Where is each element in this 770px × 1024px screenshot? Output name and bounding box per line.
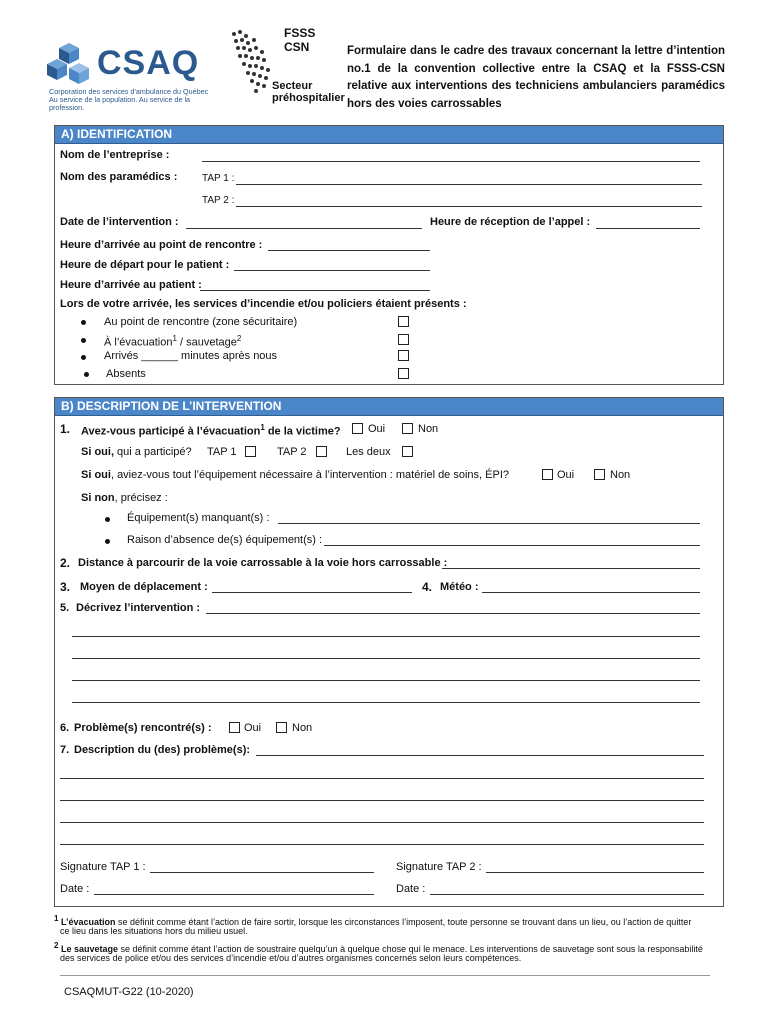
q1-equip-text: , aviez-vous tout l’équipement nécessaire à l’intervention : matériel de soins, ÉPI?	[110, 469, 509, 481]
sector-caption	[272, 80, 345, 104]
q1-who-question	[81, 446, 192, 458]
q1-equip-oui-checkbox[interactable]	[542, 469, 553, 480]
tap1-field[interactable]	[236, 184, 702, 185]
footnote-2-text: se définit comme étant l’action de soustraire quelqu’un à quelque chose qui le menace. Les interventions de sauvetage sont sous la responsabilité	[118, 944, 703, 954]
logo-wordmark: CSAQ	[97, 44, 200, 82]
tap2-field[interactable]	[236, 206, 702, 207]
q5-line[interactable]	[72, 636, 700, 637]
q1-text-end: de la victime?	[264, 425, 341, 438]
q1-if-no	[81, 492, 168, 504]
bullet-icon	[84, 372, 89, 377]
company-field[interactable]	[202, 161, 700, 162]
tap2-label: TAP 2 :	[202, 195, 235, 206]
q1-equip-non-label: Non	[610, 469, 631, 481]
footnote-2-marker: 2	[54, 941, 59, 950]
footnote-1-term: L’évacuation	[60, 917, 116, 927]
sector-caption-2: préhospitalier	[272, 92, 345, 104]
option-absent: Absents	[106, 368, 146, 380]
q4-number: 4.	[422, 580, 433, 594]
option-evacuation	[104, 334, 241, 349]
signature-tap2-label: Signature TAP 2 :	[396, 861, 482, 873]
date-tap1-label: Date :	[60, 883, 90, 895]
date-tap2-label: Date :	[396, 883, 426, 895]
footnote-ref-2: 2	[236, 334, 242, 343]
q3-question: Moyen de déplacement :	[80, 581, 208, 593]
q7-line[interactable]	[60, 822, 704, 823]
option-evacuation-text: À l’évacuation	[104, 336, 173, 349]
date-field[interactable]	[186, 228, 422, 229]
q3-field[interactable]	[212, 592, 412, 593]
checkbox-absent[interactable]	[398, 368, 409, 379]
q1-equip-oui-label: Oui	[557, 469, 575, 481]
sector-caption-1: Secteur	[272, 80, 313, 92]
q1-oui-checkbox[interactable]	[352, 423, 363, 434]
footnote-ref-1: 1	[260, 423, 265, 432]
checkbox-arrived-after[interactable]	[398, 350, 409, 361]
q5-number: 5.	[60, 602, 70, 614]
q1-tap1-checkbox[interactable]	[245, 446, 256, 457]
missing-equipment-label: Équipement(s) manquant(s) :	[127, 512, 270, 524]
q1-tap2-label: TAP 2	[277, 446, 307, 458]
bullet-icon	[81, 338, 86, 343]
paramedics-label: Nom des paramédics :	[60, 171, 178, 183]
q1-text: Avez-vous participé à l’évacuation	[81, 425, 261, 438]
equipment-reason-label: Raison d’absence de(s) équipement(s) :	[127, 534, 323, 546]
q3-number: 3.	[60, 580, 71, 594]
q4-question: Météo :	[440, 581, 479, 593]
csaq-cubes-icon	[45, 42, 93, 90]
form-code: CSAQMUT-G22 (10-2020)	[64, 986, 194, 998]
q1-tap2-checkbox[interactable]	[316, 446, 327, 457]
bullet-icon	[81, 355, 86, 360]
q5-line[interactable]	[72, 658, 700, 659]
q6-oui-label: Oui	[244, 722, 262, 734]
q6-question: Problème(s) rencontré(s) :	[74, 722, 212, 734]
q4-field[interactable]	[482, 592, 700, 593]
q7-line[interactable]	[60, 844, 704, 845]
bullet-icon	[81, 320, 86, 325]
q6-non-checkbox[interactable]	[276, 722, 287, 733]
q2-question: Distance à parcourir de la voie carrossable à la voie hors carrossable :	[78, 557, 448, 569]
arrival-meet-field[interactable]	[268, 250, 430, 251]
logo-subtitle-1: Corporation des services d'ambulance du Québec	[49, 87, 209, 96]
signature-tap1-label: Signature TAP 1 :	[60, 861, 146, 873]
signature-tap1-field[interactable]	[150, 872, 374, 873]
q1-tap1-label: TAP 1	[207, 446, 237, 458]
q6-number: 6.	[60, 722, 70, 734]
q1-both-checkbox[interactable]	[402, 446, 413, 457]
q1-both-label: Les deux	[346, 446, 391, 458]
dotted-quebec-map-icon	[228, 28, 272, 98]
footnote-2-term: Le sauvetage	[60, 944, 118, 954]
q1-no-text: , précisez :	[114, 492, 168, 504]
q1-non-checkbox[interactable]	[402, 423, 413, 434]
company-label: Nom de l’entreprise :	[60, 149, 170, 161]
q1-equipment-question	[81, 469, 509, 481]
footnote-2-cont: des services de police et/ou des services d’incendie et/ou d’autres organismes concernés selon leurs compétences.	[60, 953, 522, 963]
call-time-field[interactable]	[596, 228, 700, 229]
equipment-reason-field[interactable]	[324, 545, 700, 546]
sector-logo	[228, 26, 345, 126]
arrival-meet-label: Heure d’arrivée au point de rencontre :	[60, 239, 263, 251]
q6-oui-checkbox[interactable]	[229, 722, 240, 733]
checkbox-meeting-point[interactable]	[398, 316, 409, 327]
q6-non-label: Non	[292, 722, 313, 734]
q7-line[interactable]	[60, 800, 704, 801]
q5-line[interactable]	[72, 680, 700, 681]
q1-question	[81, 423, 341, 438]
q1-oui-label: Oui	[368, 423, 386, 435]
call-time-label: Heure de réception de l’appel :	[430, 216, 591, 228]
q1-no-bold: Si non	[81, 492, 115, 504]
form-title: Formulaire dans le cadre des travaux concernant la lettre d’intention no.1 de la convention collective entre la CSAQ et la FSSS-CSN relative aux interventions des techniciens ambulanciers paramédics hors des voies carrossables	[347, 45, 725, 110]
q7-field[interactable]	[256, 755, 704, 756]
q1-non-label: Non	[418, 423, 439, 435]
q5-question: Décrivez l’intervention :	[76, 602, 201, 614]
footer-divider	[60, 975, 710, 976]
q1-who-text: qui a participé?	[114, 446, 192, 458]
q1-number: 1.	[60, 422, 71, 436]
q5-line[interactable]	[72, 702, 700, 703]
services-question: Lors de votre arrivée, les services d’incendie et/ou policiers étaient présents :	[60, 298, 467, 310]
departure-label: Heure de départ pour le patient :	[60, 259, 230, 271]
footnote-ref-1: 1	[172, 334, 177, 343]
date-label: Date de l’intervention :	[60, 216, 179, 228]
footnote-1-cont: ce lieu dans les situations hors du milieu usuel.	[60, 926, 248, 936]
q7-question: Description du (des) problème(s):	[74, 744, 251, 756]
date-tap1-field[interactable]	[94, 894, 374, 895]
signature-tap2-field[interactable]	[486, 872, 704, 873]
departure-field[interactable]	[234, 270, 430, 271]
bullet-icon	[105, 539, 110, 544]
checkbox-evacuation[interactable]	[398, 334, 409, 345]
q1-who-bold: Si oui,	[81, 446, 114, 458]
option-meeting-point: Au point de rencontre (zone sécuritaire)	[104, 316, 298, 328]
q2-field[interactable]	[442, 568, 700, 569]
q7-line[interactable]	[60, 778, 704, 779]
csaq-logo	[45, 40, 210, 110]
q5-field[interactable]	[206, 613, 700, 614]
section-a-heading: A) IDENTIFICATION	[55, 126, 723, 144]
footnote-1-marker: 1	[54, 914, 59, 923]
q1-equip-non-checkbox[interactable]	[594, 469, 605, 480]
tap1-label: TAP 1 :	[202, 173, 235, 184]
bullet-icon	[105, 517, 110, 522]
q2-number: 2.	[60, 556, 71, 570]
fsss-csn-logo: FSSS CSN	[284, 26, 316, 54]
footnote-1-text: se définit comme étant l’action de faire sortir, lorsque les circonstances l’imposent, toute personne se trouvant dans un lieu, ou l’action de quitter	[115, 917, 692, 927]
arrival-patient-label: Heure d’arrivée au patient :	[60, 279, 202, 291]
missing-equipment-field[interactable]	[278, 523, 700, 524]
logo-subtitle-2: Au service de la population. Au service de la profession.	[49, 95, 191, 112]
date-tap2-field[interactable]	[430, 894, 704, 895]
q7-number: 7.	[60, 744, 70, 756]
q1-equip-bold: Si oui	[81, 469, 111, 481]
section-b-heading: B) DESCRIPTION DE L’INTERVENTION	[55, 398, 723, 416]
option-rescue-text: / sauvetage	[176, 336, 237, 349]
option-arrived-after: Arrivés ______ minutes après nous	[104, 350, 278, 362]
arrival-patient-field[interactable]	[200, 290, 430, 291]
logo-subtitle	[49, 88, 219, 112]
